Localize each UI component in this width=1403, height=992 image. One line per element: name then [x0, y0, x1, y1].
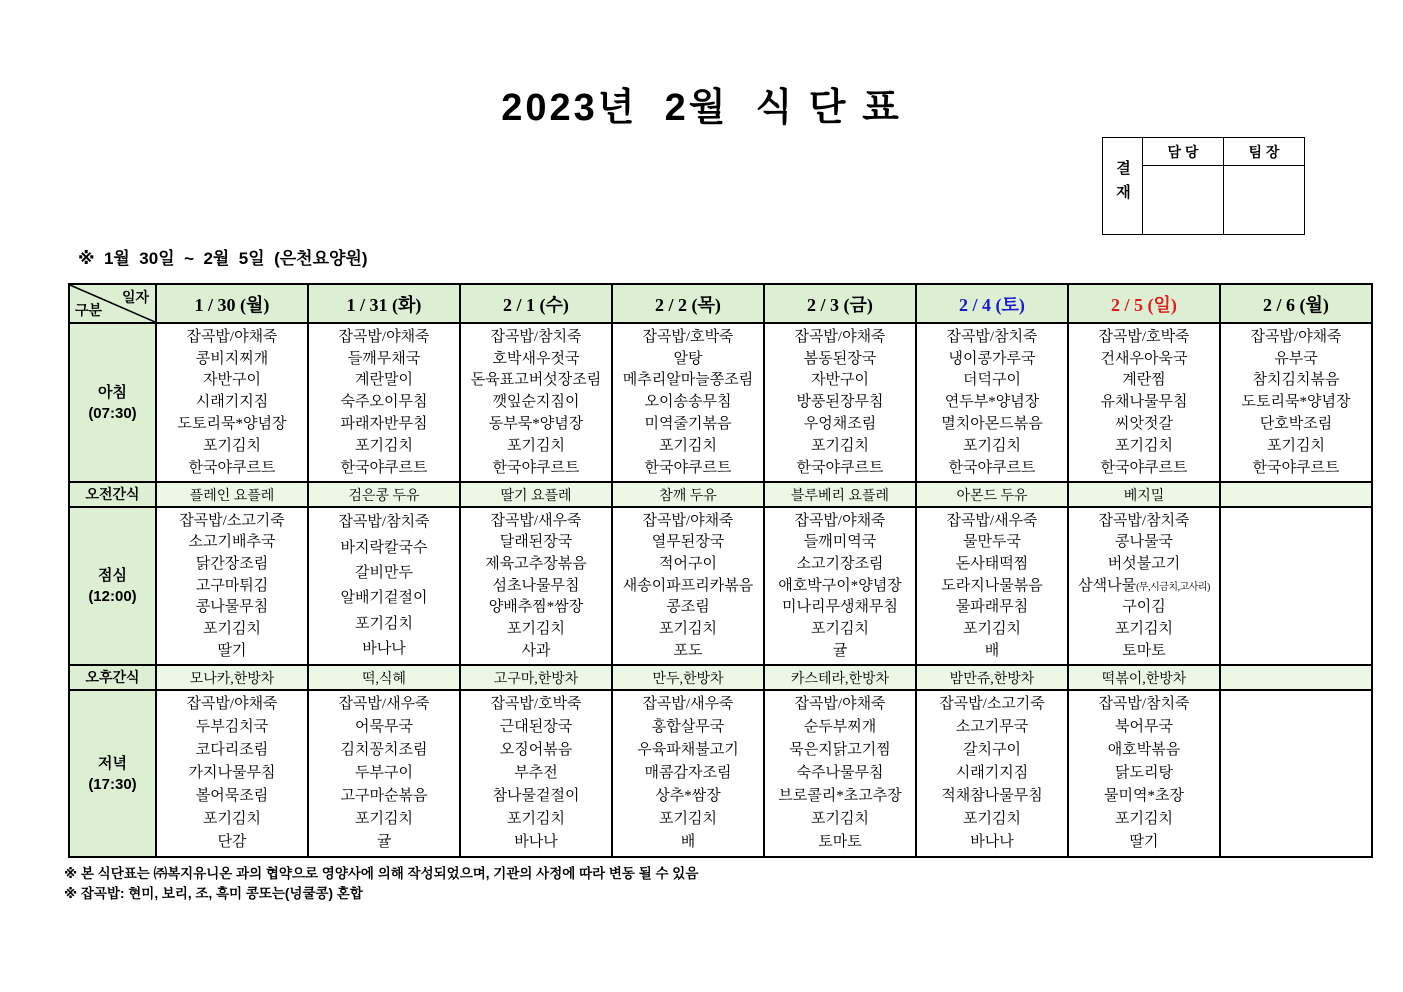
menu-item: 단감 [217, 834, 247, 851]
footer-notes [64, 864, 698, 904]
menu-item: 봄동된장국 [803, 350, 877, 367]
snack-cell: 블루베리 요플레 [764, 482, 916, 507]
menu-item: 포기김치 [963, 437, 1021, 454]
menu-item: 사과 [521, 642, 551, 659]
menu-item: 바나나 [362, 641, 406, 658]
menu-item: 적어구이 [659, 556, 717, 572]
menu-item: 포기김치 [811, 811, 869, 828]
menu-item: 북어무국 [1115, 719, 1173, 736]
row-label-breakfast: 아침 (07:30) [69, 323, 156, 482]
menu-item: 부추전 [514, 765, 558, 782]
menu-item: 메추리알마늘쫑조림 [622, 372, 754, 389]
menu-cell [764, 507, 916, 665]
period-subtitle: ※ 1월 30일 ~ 2월 5일 (은천요양원) [78, 249, 368, 268]
menu-item: 물미역*초장 [1104, 788, 1184, 805]
menu-item: 두부김치국 [195, 719, 269, 736]
snack-cell: 만두,한방차 [612, 665, 764, 690]
approval-teamlead-signature-cell [1224, 166, 1305, 235]
menu-item: 제육고추장볶음 [485, 556, 587, 572]
approval-box [1102, 137, 1305, 235]
menu-item: 잡곡밥/새우죽 [490, 512, 582, 529]
menu-cell [1220, 323, 1372, 482]
menu-item: 갈치구이 [963, 742, 1021, 759]
menu-item: 배 [680, 834, 696, 851]
menu-item: 우엉채조림 [803, 416, 877, 433]
menu-item: 한국야쿠르트 [1100, 459, 1188, 476]
menu-item: 도토리묵*양념장 [1241, 394, 1351, 411]
menu-item: 딸기 [1129, 834, 1159, 851]
menu-item: 코다리조림 [195, 742, 269, 759]
menu-item: 매콤감자조림 [644, 765, 732, 782]
menu-item: 잡곡밥/야채죽 [794, 512, 886, 529]
menu-item: 미역줄기볶음 [644, 416, 732, 433]
menu-item: 포기김치 [507, 621, 565, 638]
menu-item: 잡곡밥/야채죽 [794, 328, 886, 345]
menu-table-body [69, 323, 1372, 857]
snack-cell: 모나카,한방차 [156, 665, 308, 690]
menu-item: 가지나물무침 [188, 765, 276, 782]
menu-item: 물파래무침 [955, 599, 1029, 616]
menu-cell [916, 323, 1068, 482]
menu-item: 소고기무국 [955, 719, 1029, 736]
menu-item: 잡곡밥/참치죽 [1098, 696, 1190, 713]
menu-item: 계란말이 [355, 372, 413, 389]
menu-item: 참치김치볶음 [1252, 372, 1340, 389]
menu-item: 도토리묵*양념장 [177, 416, 287, 433]
menu-item: 한국야쿠르트 [948, 459, 1036, 476]
date-header: 1 / 31 (화) [308, 284, 460, 323]
menu-item: 포기김치 [811, 621, 869, 638]
date-header-row [69, 284, 1372, 323]
menu-item: 포기김치 [355, 437, 413, 454]
menu-item: 포기김치 [203, 621, 261, 638]
menu-item: 순두부찌개 [803, 719, 877, 736]
menu-item: 열무된장국 [651, 534, 725, 551]
approval-manager-header: 담 당 [1143, 138, 1224, 166]
menu-item: 포기김치 [203, 811, 261, 828]
menu-item: 잡곡밥/야채죽 [338, 328, 430, 345]
menu-item: 포기김치 [355, 615, 413, 632]
menu-item: 콩나물무침 [195, 599, 269, 616]
menu-cell [156, 323, 308, 482]
row-breakfast [69, 323, 1372, 482]
menu-item: 계란찜 [1122, 372, 1166, 389]
menu-cell [460, 507, 612, 665]
menu-item: 갈비만두 [355, 565, 413, 582]
menu-item: 귤 [832, 642, 848, 659]
menu-cell [612, 507, 764, 665]
menu-cell [612, 323, 764, 482]
menu-item: 포기김치 [507, 437, 565, 454]
menu-item: 포기김치 [1267, 437, 1325, 454]
menu-cell [916, 690, 1068, 857]
snack-cell: 떡,식혜 [308, 665, 460, 690]
menu-item: 포기김치 [963, 621, 1021, 638]
menu-item: 김치꽁치조림 [340, 742, 428, 759]
menu-item: 바지락칼국수 [340, 539, 428, 556]
menu-item: 잡곡밥/새우죽 [946, 512, 1038, 529]
date-header: 2 / 6 (월) [1220, 284, 1372, 323]
menu-item: 잡곡밥/야채죽 [642, 512, 734, 529]
menu-item: 브로콜리*초고추장 [778, 788, 902, 805]
menu-item: 버섯불고기 [1107, 556, 1181, 572]
snack-cell: 카스테라,한방차 [764, 665, 916, 690]
menu-item: 잡곡밥/참치죽 [338, 514, 430, 531]
menu-item: 상추*쌈장 [655, 788, 721, 805]
date-header: 2 / 5 (일) [1068, 284, 1220, 323]
menu-item: 포기김치 [963, 811, 1021, 828]
menu-item: 애호박볶음 [1107, 742, 1181, 759]
menu-item: 도라지나물볶음 [941, 577, 1043, 594]
menu-cell [156, 507, 308, 665]
snack-cell: 밤만쥬,한방차 [916, 665, 1068, 690]
menu-item: 잡곡밥/소고기죽 [179, 512, 285, 529]
approval-stamp-label: 결재 [1114, 159, 1131, 208]
snack-cell: 떡볶이,한방차 [1068, 665, 1220, 690]
menu-cell [764, 690, 916, 857]
menu-item: 묵은지닭고기찜 [789, 742, 891, 759]
menu-item: 적채참나물무침 [941, 788, 1043, 805]
menu-item: 닭도리탕 [1115, 765, 1173, 782]
date-header: 2 / 3 (금) [764, 284, 916, 323]
menu-item: 한국야쿠르트 [492, 459, 580, 476]
menu-item: 양배추찜*쌈장 [488, 599, 584, 616]
menu-item: 방풍된장무침 [796, 394, 884, 411]
row-label-dinner: 저녁 (17:30) [69, 690, 156, 857]
snack-cell: 아몬드 두유 [916, 482, 1068, 507]
menu-item: 우육파채불고기 [637, 742, 739, 759]
approval-teamlead-header: 팀 장 [1224, 138, 1305, 166]
menu-item: 콩비지찌개 [195, 350, 269, 367]
menu-item: 들깨무채국 [347, 350, 421, 367]
menu-table-wrap [68, 283, 1373, 858]
menu-item: 잡곡밥/야채죽 [186, 328, 278, 345]
menu-item: 삼색나물(무,시금치,고사리) [1078, 577, 1210, 594]
date-header: 2 / 4 (토) [916, 284, 1068, 323]
menu-item: 소고기배추국 [188, 534, 276, 551]
menu-item: 시래기지짐 [955, 765, 1029, 782]
snack-cell: 고구마,한방차 [460, 665, 612, 690]
menu-item: 자반구이 [811, 372, 869, 389]
row-am-snack [69, 482, 1372, 507]
menu-item: 포기김치 [659, 437, 717, 454]
menu-cell [1068, 323, 1220, 482]
menu-item: 참나물겉절이 [492, 788, 580, 805]
corner-label-date: 일자 [121, 291, 149, 306]
menu-item: 볼어묵조림 [195, 788, 269, 805]
menu-item: 토마토 [818, 834, 862, 851]
snack-cell [1220, 665, 1372, 690]
row-label-lunch: 점심 (12:00) [69, 507, 156, 665]
menu-item: 건새우아욱국 [1100, 350, 1188, 367]
menu-item: 배 [984, 642, 1000, 659]
menu-item: 연두부*양념장 [944, 394, 1040, 411]
menu-item: 잡곡밥/참치죽 [946, 328, 1038, 345]
row-label-am-snack: 오전간식 [69, 482, 156, 507]
menu-item: 알탕 [673, 350, 703, 367]
date-header: 2 / 1 (수) [460, 284, 612, 323]
menu-item: 바나나 [970, 834, 1014, 851]
menu-item: 잡곡밥/호박죽 [490, 696, 582, 713]
menu-item: 달래된장국 [499, 534, 573, 551]
menu-item: 동부묵*양념장 [488, 416, 584, 433]
menu-item: 어묵무국 [355, 719, 413, 736]
menu-item: 돈사태떡찜 [955, 556, 1029, 572]
snack-cell [1220, 482, 1372, 507]
menu-cell [1068, 690, 1220, 857]
menu-item: 근대된장국 [499, 719, 573, 736]
menu-item: 한국야쿠르트 [188, 459, 276, 476]
snack-cell: 베지밀 [1068, 482, 1220, 507]
corner-cell [69, 284, 156, 323]
row-lunch [69, 507, 1372, 665]
menu-item: 숙주나물무침 [796, 765, 884, 782]
menu-item: 멸치아몬드볶음 [941, 416, 1043, 433]
menu-item: 바나나 [514, 834, 558, 851]
menu-item: 소고기장조림 [796, 556, 884, 572]
menu-item: 잡곡밥/소고기죽 [939, 696, 1045, 713]
menu-item: 냉이콩가루국 [948, 350, 1036, 367]
menu-item: 씨앗젓갈 [1115, 416, 1173, 433]
menu-item: 잡곡밥/새우죽 [642, 696, 734, 713]
menu-cell [1068, 507, 1220, 665]
menu-item: 포기김치 [1115, 437, 1173, 454]
menu-item: 자반구이 [203, 372, 261, 389]
menu-item: 유부국 [1274, 350, 1318, 367]
row-pm-snack [69, 665, 1372, 690]
footer-note-1: ※ 본 식단표는 ㈜복지유니온 과의 협약으로 영양사에 의해 작성되었으며, 기관의 사정에 따라 변동 될 수 있음 [64, 866, 699, 881]
date-header: 1 / 30 (월) [156, 284, 308, 323]
menu-item: 토마토 [1122, 642, 1166, 659]
menu-item: 잡곡밥/호박죽 [642, 328, 734, 345]
menu-item: 한국야쿠르트 [340, 459, 428, 476]
snack-cell: 딸기 요플레 [460, 482, 612, 507]
menu-item: 잡곡밥/야채죽 [1250, 328, 1342, 345]
menu-item: 포기김치 [1115, 811, 1173, 828]
menu-item: 구이김 [1122, 599, 1166, 616]
menu-item: 포기김치 [355, 811, 413, 828]
menu-item: 오이송송무침 [644, 394, 732, 411]
menu-item: 깻잎순지짐이 [492, 394, 580, 411]
menu-item: 잡곡밥/새우죽 [338, 696, 430, 713]
menu-cell [460, 323, 612, 482]
approval-stamp-cell [1103, 138, 1143, 235]
menu-item: 포도 [673, 642, 703, 659]
menu-item: 한국야쿠르트 [796, 459, 884, 476]
menu-item: 딸기 [217, 642, 247, 659]
menu-item: 새송이파프리카볶음 [622, 577, 754, 594]
approval-manager-signature-cell [1143, 166, 1224, 235]
menu-item: 고구마순볶음 [340, 788, 428, 805]
menu-cell [1220, 507, 1372, 665]
menu-item: 한국야쿠르트 [644, 459, 732, 476]
menu-item: 포기김치 [659, 621, 717, 638]
menu-cell [916, 507, 1068, 665]
footer-note-2: ※ 잡곡밥: 현미, 보리, 조, 흑미 콩또는(넝쿨콩) 혼합 [64, 886, 363, 901]
corner-label-category: 구분 [75, 304, 103, 319]
snack-cell: 플레인 요플레 [156, 482, 308, 507]
menu-cell [156, 690, 308, 857]
menu-cell [308, 507, 460, 665]
menu-item: 고구마튀김 [195, 577, 269, 594]
menu-item: 닭간장조림 [195, 556, 269, 572]
menu-item: 들깨미역국 [803, 534, 877, 551]
menu-item: 알배기겉절이 [340, 590, 428, 607]
snack-cell: 참깨 두유 [612, 482, 764, 507]
menu-item: 돈육표고버섯장조림 [470, 372, 602, 389]
snack-cell: 검은콩 두유 [308, 482, 460, 507]
menu-item: 한국야쿠르트 [1252, 459, 1340, 476]
menu-item: 귤 [376, 834, 392, 851]
menu-item: 미나리무생채무침 [782, 599, 898, 616]
menu-item: 호박새우젓국 [492, 350, 580, 367]
menu-item: 물만두국 [963, 534, 1021, 551]
menu-item: 잡곡밥/야채죽 [794, 696, 886, 713]
menu-item: 콩조림 [666, 599, 710, 616]
menu-item: 잡곡밥/호박죽 [1098, 328, 1190, 345]
menu-item: 오징어볶음 [499, 742, 573, 759]
menu-cell [308, 690, 460, 857]
menu-item: 단호박조림 [1259, 416, 1333, 433]
menu-item: 애호박구이*양념장 [778, 577, 902, 594]
menu-item: 콩나물국 [1115, 534, 1173, 551]
menu-cell [308, 323, 460, 482]
menu-item: 포기김치 [203, 437, 261, 454]
menu-item: 홍합살무국 [651, 719, 725, 736]
row-label-pm-snack: 오후간식 [69, 665, 156, 690]
menu-item: 포기김치 [1115, 621, 1173, 638]
menu-item: 섬초나물무침 [492, 577, 580, 594]
row-dinner [69, 690, 1372, 857]
menu-item: 잡곡밥/야채죽 [186, 696, 278, 713]
page-title: 2023년 2월 식 단 표 [501, 87, 902, 129]
menu-item: 포기김치 [659, 811, 717, 828]
menu-item: 시래기지짐 [195, 394, 269, 411]
menu-item: 잡곡밥/참치죽 [1098, 512, 1190, 529]
menu-table [68, 283, 1373, 858]
menu-item: 두부구이 [355, 765, 413, 782]
menu-item: 더덕구이 [963, 372, 1021, 389]
menu-cell [764, 323, 916, 482]
menu-item: 포기김치 [811, 437, 869, 454]
menu-cell [1220, 690, 1372, 857]
date-header: 2 / 2 (목) [612, 284, 764, 323]
menu-item: 유채나물무침 [1100, 394, 1188, 411]
menu-item: 숙주오이무침 [340, 394, 428, 411]
menu-item: 포기김치 [507, 811, 565, 828]
menu-item: 파래자반무침 [340, 416, 428, 433]
menu-cell [460, 690, 612, 857]
menu-cell [612, 690, 764, 857]
menu-item: 잡곡밥/참치죽 [490, 328, 582, 345]
